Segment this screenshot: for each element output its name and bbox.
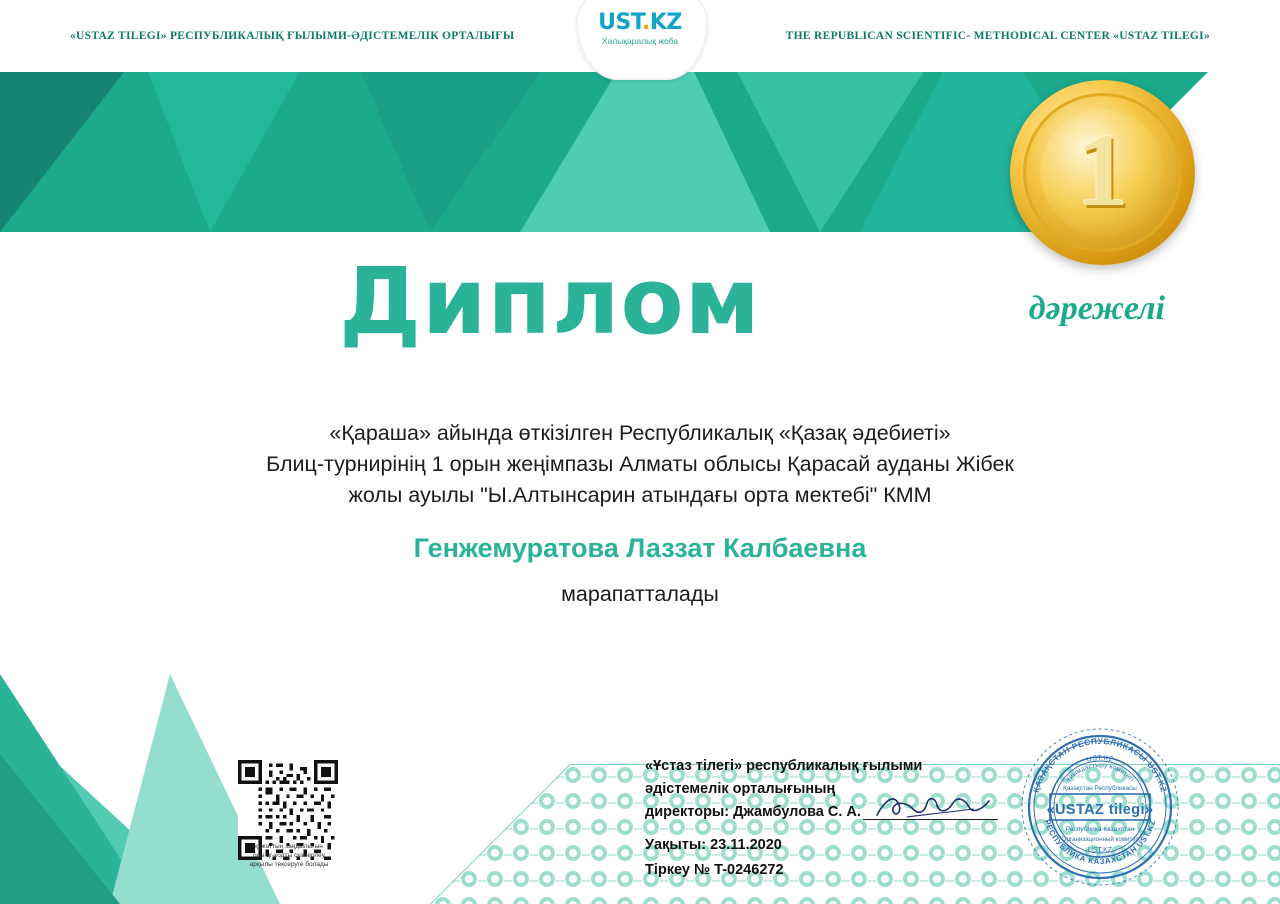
logo-text-dot: . [642, 10, 650, 35]
registration-row [645, 858, 1065, 883]
registration-value: T-0246272 [714, 862, 784, 878]
date-value: 23.11.2020 [710, 837, 782, 853]
recipient-name: Генжемуратова Лаззат Калбаевна [413, 533, 867, 563]
qr-caption-line-3: арқылы тексеруге болады [249, 861, 329, 868]
ustkz-logo [576, 0, 704, 76]
body-line-3: жолы ауылы "Ы.Алтынсарин атындағы орта мектебі" КММ [348, 483, 932, 507]
signature-meta [645, 833, 1065, 883]
diploma-title: Диплом [339, 248, 761, 355]
header-text-en: THE REPUBLICAN SCIENTIFIC- METHODICAL CENTER «USTAZ TILEGI» [785, 30, 1210, 42]
director-label: директоры: Джамбулова С. А. [645, 804, 861, 820]
logo-inner [586, 4, 694, 70]
date-label: Уақыты: [645, 837, 707, 853]
medal-place-number: 1 [1076, 111, 1129, 228]
qr-caption-line-1: құжаттың заңдылығын [255, 843, 323, 850]
official-stamp [1015, 722, 1185, 892]
director-row [645, 801, 1065, 824]
handwritten-signature [873, 791, 993, 821]
svg-text:Организационный комитет: Организационный комитет [1061, 836, 1139, 843]
svg-text:ҚАЗАҚСТАН РЕСПУБЛИКАСЫ UST.KZ: ҚАЗАҚСТАН РЕСПУБЛИКАСЫ UST.KZ [1031, 736, 1169, 794]
qr-caption [228, 842, 350, 869]
organization-line-1: «Ұстаз тілегі» республикалық ғылыми [645, 758, 923, 774]
svg-text:UST.KZ: UST.KZ [1087, 847, 1113, 854]
svg-text:Қазақстан Республикасы: Қазақстан Республикасы [1063, 785, 1137, 792]
logo-wordmark [586, 10, 694, 35]
organization-line-2: әдістемелік орталығының [645, 781, 836, 797]
body-line-2: Блиц-турнирінің 1 орын жеңімпазы Алматы облысы Қарасай ауданы Жібек [266, 452, 1014, 476]
bottom-shape-4 [0, 754, 120, 904]
svg-text:Республика Казахстан: Республика Казахстан [1065, 826, 1135, 833]
svg-text:«USTAZ tilegi»: «USTAZ tilegi» [1046, 802, 1154, 818]
body-line-1: «Қараша» айында өткізілген Республикалық «Қазақ әдебиеті» [329, 421, 951, 445]
logo-subtitle: Халықаралық жоба [601, 36, 679, 46]
medal-degree-label: дәрежелі [1028, 290, 1165, 327]
logo-text-kz: KZ [649, 10, 682, 35]
diploma-body [160, 418, 1120, 607]
gold-medal-icon [1010, 80, 1195, 265]
date-row [645, 833, 1065, 858]
svg-text:Ұйымдастыру комитеті: Ұйымдастыру комитеті [1064, 761, 1136, 784]
qr-caption-line-2: осы qr-кодты сканерлеу [253, 852, 325, 859]
registration-label: Тіркеу № [645, 862, 711, 878]
svg-text:РЕСПУБЛИКА КАЗАХСТАН UST.KZ: РЕСПУБЛИКА КАЗАХСТАН UST.KZ [1042, 818, 1158, 867]
logo-text-ust: UST [598, 10, 642, 35]
awarded-text: марапатталады [561, 582, 719, 606]
signature-block [645, 755, 1065, 883]
svg-text:UST.KZ: UST.KZ [1086, 754, 1114, 764]
header-text-kz: «USTAZ TILEGI» РЕСПУБЛИКАЛЫҚ ҒЫЛЫМИ-ӘДІСТЕМЕЛІК ОРТАЛЫҒЫ [70, 30, 515, 42]
